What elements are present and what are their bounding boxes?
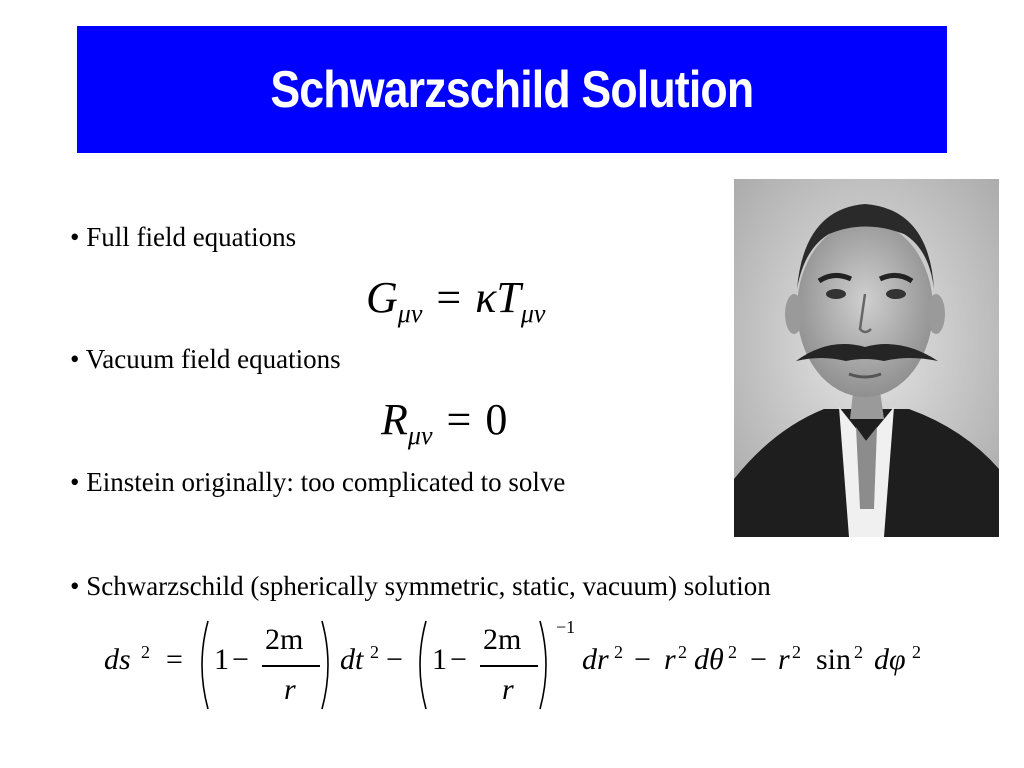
bullet-vacuum-field: • Vacuum field equations xyxy=(70,344,341,374)
eq-symbol: R xyxy=(381,395,408,444)
bullet-einstein-originally: • Einstein originally: too complicated to solve xyxy=(70,467,566,497)
bullet-schwarzschild: • Schwarzschild (spherically symmetric, static, vacuum) solution xyxy=(70,571,771,601)
metric-one: 1 xyxy=(432,643,447,676)
eq-operator: = xyxy=(446,395,472,444)
metric-dr: dr xyxy=(582,643,609,676)
metric-minus: − xyxy=(750,643,767,676)
einstein-field-equation xyxy=(366,272,545,329)
eq-subscript: μν xyxy=(520,299,546,328)
metric-minus: − xyxy=(450,643,467,676)
right-paren-icon xyxy=(318,619,338,711)
metric-exponent: 2 xyxy=(854,642,863,662)
slide-title-bar xyxy=(77,26,947,153)
metric-exponent: 2 xyxy=(792,642,801,662)
metric-exponent: 2 xyxy=(728,642,737,662)
metric-inverse-exponent: −1 xyxy=(556,617,576,637)
eq-operator: = xyxy=(436,273,462,322)
eq-symbol: T xyxy=(496,273,521,322)
metric-minus: − xyxy=(386,643,403,676)
fraction-bar xyxy=(262,665,320,667)
metric-minus: − xyxy=(634,643,651,676)
eq-value: 0 xyxy=(485,395,508,444)
eq-subscript: μν xyxy=(397,299,423,328)
metric-one: 1 xyxy=(214,643,229,676)
metric-exponent: 2 xyxy=(370,642,379,662)
eq-symbol: κ xyxy=(475,273,497,322)
portrait-image xyxy=(734,179,999,537)
metric-dt: dt xyxy=(340,643,364,676)
metric-equals: = xyxy=(166,643,183,676)
metric-exponent: 2 xyxy=(678,642,687,662)
metric-exponent: 2 xyxy=(614,642,623,662)
fraction-numerator: 2m xyxy=(265,623,304,656)
eq-symbol: G xyxy=(366,273,398,322)
fraction-denominator: r xyxy=(502,673,514,706)
slide-title: Schwarzschild Solution xyxy=(270,60,754,119)
schwarzschild-metric xyxy=(104,617,954,713)
metric-r: r xyxy=(664,643,676,676)
left-paren-icon xyxy=(410,619,430,711)
vacuum-field-equation xyxy=(381,394,507,451)
bullet-full-field: • Full field equations xyxy=(70,222,297,252)
fraction-denominator: r xyxy=(284,673,296,706)
fraction-bar xyxy=(480,665,538,667)
metric-dphi: dφ xyxy=(874,643,906,676)
right-paren-icon xyxy=(536,619,556,711)
metric-exponent: 2 xyxy=(141,642,150,662)
metric-r: r xyxy=(778,643,790,676)
schwarzschild-portrait xyxy=(734,179,999,537)
metric-exponent: 2 xyxy=(912,642,921,662)
metric-ds: ds xyxy=(104,643,131,676)
metric-sin: sin xyxy=(816,643,852,676)
metric-minus: − xyxy=(232,643,249,676)
eq-subscript: μν xyxy=(407,421,433,450)
left-paren-icon xyxy=(192,619,212,711)
fraction-numerator: 2m xyxy=(483,623,522,656)
metric-dtheta: dθ xyxy=(694,643,724,676)
